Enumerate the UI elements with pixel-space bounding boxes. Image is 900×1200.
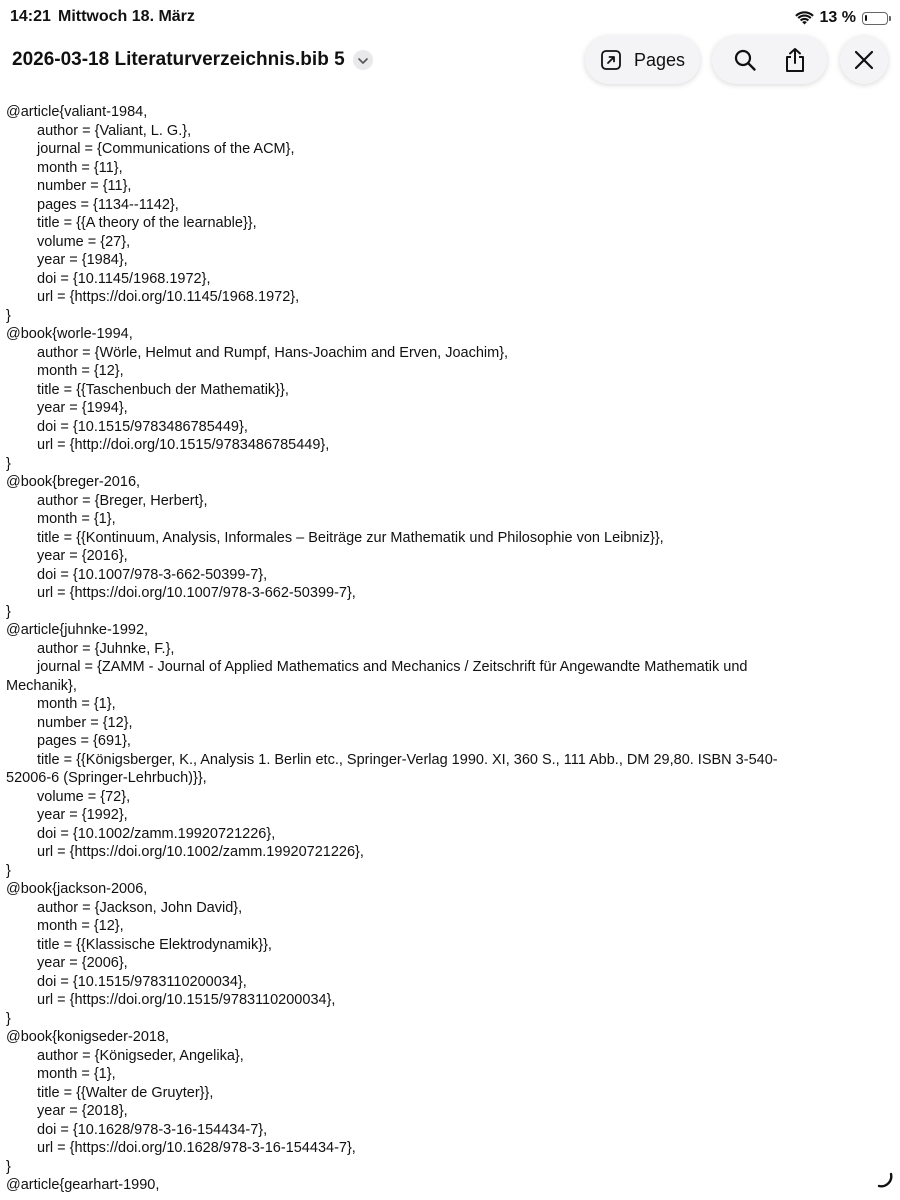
document-line: @article{juhnke-1992, [6, 622, 149, 638]
share-icon [784, 47, 806, 73]
loading-spinner-icon [876, 1171, 894, 1194]
document-line: title = {{Walter de Gruyter}}, [37, 1084, 214, 1101]
document-line: @book{konigseder-2018, [6, 1029, 170, 1045]
close-icon [854, 50, 874, 70]
document-line: doi = {10.1007/978-3-662-50399-7}, [37, 566, 268, 583]
document-line: url = {https://doi.org/10.1515/9783110200034}, [37, 992, 336, 1008]
document-title: 2026-03-18 Literaturverzeichnis.bib 5 [12, 49, 345, 70]
document-line: url = {https://doi.org/10.1628/978-3-16-154434-7}, [37, 1140, 356, 1156]
document-line: volume = {27}, [37, 233, 131, 250]
document-line: volume = {72}, [37, 788, 131, 805]
document-line: @book{breger-2016, [6, 474, 141, 490]
document-line: pages = {1134--1142}, [37, 196, 179, 213]
document-line: journal = {Communications of the ACM}, [37, 141, 295, 157]
document-line: title = {{A theory of the learnable}}, [37, 215, 257, 231]
document-line: @book{worle-1994, [6, 326, 133, 342]
document-line: year = {1994}, [37, 400, 128, 416]
open-in-pages-icon [600, 49, 622, 71]
document-line: author = {Wörle, Helmut and Rumpf, Hans-Joachim and Erven, Joachim}, [37, 344, 509, 361]
pages-label: Pages [633, 49, 686, 70]
document-line: year = {1992}, [37, 807, 128, 823]
document-line: doi = {10.1002/zamm.19920721226}, [37, 825, 276, 842]
document-line: @article{gearhart-1990, [6, 1177, 160, 1193]
document-line: year = {2006}, [37, 955, 128, 971]
document-line: url = {https://doi.org/10.1007/978-3-662-50399-7}, [37, 585, 356, 601]
status-time: 14:21 [10, 8, 51, 25]
document-line: } [6, 1158, 11, 1175]
document-line: author = {Königseder, Angelika}, [37, 1047, 244, 1064]
document-line: author = {Jackson, John David}, [37, 899, 243, 916]
document-title-menu[interactable] [12, 46, 373, 74]
status-bar [0, 0, 900, 36]
document-line: Mechanik}, [6, 677, 77, 694]
document-line: } [6, 455, 11, 472]
search-icon [733, 48, 757, 72]
document-line: month = {12}, [37, 918, 124, 934]
document-line: @article{valiant-1984, [6, 104, 148, 120]
search-button[interactable] [733, 48, 757, 72]
document-line: doi = {10.1515/9783110200034}, [37, 973, 247, 990]
share-button[interactable] [784, 47, 806, 73]
document-line: month = {11}, [37, 159, 123, 176]
battery-level-fill [865, 15, 867, 21]
document-line: year = {2016}, [37, 548, 128, 564]
document-line: journal = {ZAMM - Journal of Applied Mathematics and Mechanics / Zeitschrift für Angewandte Mathematik und [37, 659, 748, 675]
document-line: } [6, 603, 11, 620]
title-menu-button[interactable] [353, 50, 373, 70]
status-date: Mittwoch 18. März [58, 8, 195, 25]
document-line: doi = {10.1145/1968.1972}, [37, 270, 211, 287]
document-line: month = {12}, [37, 363, 124, 379]
document-line: number = {11}, [37, 178, 132, 194]
document-line: title = {{Königsberger, K., Analysis 1. Berlin etc., Springer-Verlag 1990. XI, 360 S., 111 Abb., DM 29,80. ISBN 3-540- [37, 751, 778, 768]
document-line: title = {{Klassische Elektrodynamik}}, [37, 936, 272, 953]
document-line: author = {Valiant, L. G.}, [37, 122, 192, 139]
document-line: url = {http://doi.org/10.1515/9783486785449}, [37, 437, 330, 453]
battery-icon [862, 12, 888, 25]
document-line: year = {2018}, [37, 1103, 128, 1119]
document-line: @book{jackson-2006, [6, 881, 148, 897]
document-line: number = {12}, [37, 714, 133, 731]
document-line: url = {https://doi.org/10.1002/zamm.19920721226}, [37, 844, 364, 860]
toolbar-group [712, 36, 827, 84]
document-line: } [6, 1010, 11, 1027]
chevron-down-icon [358, 51, 368, 69]
document-line: month = {1}, [37, 511, 116, 527]
document-line: } [6, 862, 11, 879]
document-line: doi = {10.1515/9783486785449}, [37, 418, 248, 435]
document-line: author = {Breger, Herbert}, [37, 492, 208, 509]
document-line: author = {Juhnke, F.}, [37, 640, 175, 657]
document-line: month = {1}, [37, 1066, 116, 1082]
document-content[interactable] [6, 103, 892, 1195]
close-button[interactable] [840, 36, 888, 84]
status-indicators [795, 8, 888, 28]
document-line: title = {{Taschenbuch der Mathematik}}, [37, 381, 289, 398]
document-line: year = {1984}, [37, 252, 128, 268]
wifi-icon [795, 11, 814, 25]
document-line: pages = {691}, [37, 733, 131, 749]
document-line: url = {https://doi.org/10.1145/1968.1972}, [37, 289, 300, 305]
document-line: month = {1}, [37, 696, 116, 712]
open-in-pages-button[interactable] [585, 36, 700, 84]
document-line: 52006-6 (Springer-Lehrbuch)}}, [6, 770, 207, 786]
battery-percentage: 13 % [819, 9, 856, 26]
document-line: title = {{Kontinuum, Analysis, Informales – Beiträge zur Mathematik und Philosophie von Leibniz}}, [37, 529, 664, 546]
document-line: } [6, 307, 11, 324]
document-line: doi = {10.1628/978-3-16-154434-7}, [37, 1121, 268, 1138]
